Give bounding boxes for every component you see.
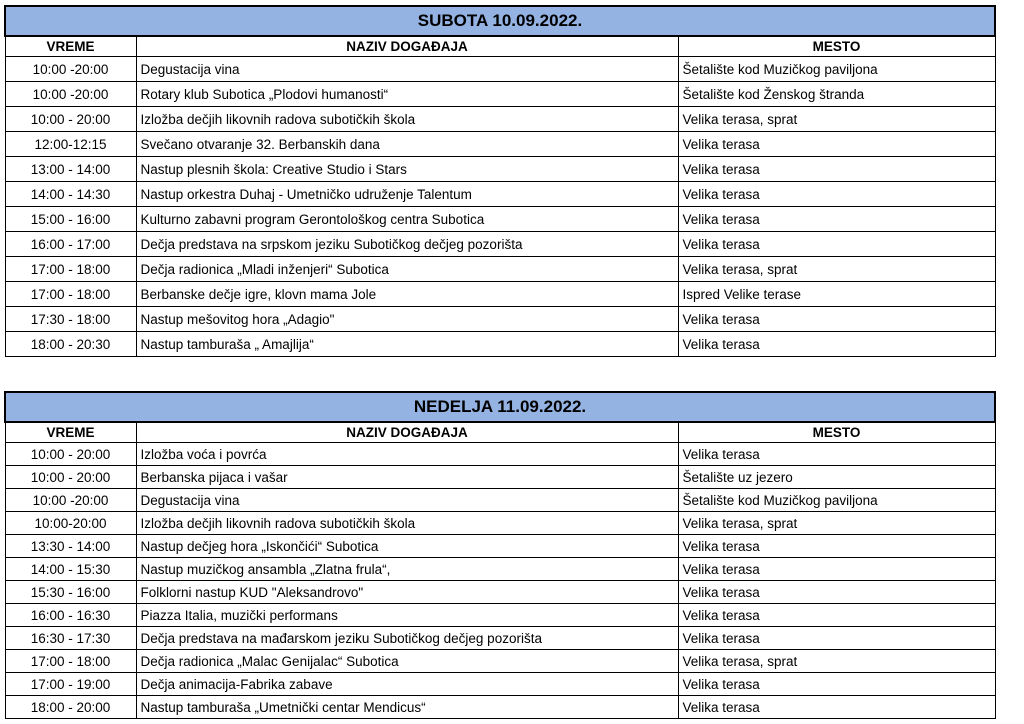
cell-time: 17:00 - 18:00: [5, 282, 136, 307]
cell-time: 18:00 - 20:00: [5, 696, 136, 719]
header-time: VREME: [5, 36, 136, 57]
cell-time: 10:00-20:00: [5, 512, 136, 535]
table-row: [5, 558, 995, 581]
cell-place: Velika terasa: [678, 207, 995, 232]
cell-time: 10:00 -20:00: [5, 57, 136, 82]
table-row: [5, 107, 995, 132]
cell-event: Degustacija vina: [136, 57, 678, 82]
day-title: SUBOTA 10.09.2022.: [5, 6, 995, 36]
day-title-row: [5, 392, 995, 422]
cell-time: 17:00 - 19:00: [5, 673, 136, 696]
saturday-rows: [5, 57, 995, 357]
cell-event: Kulturno zabavni program Gerontološkog centra Subotica: [136, 207, 678, 232]
cell-event: Nastup tamburaša „ Amajlija“: [136, 332, 678, 357]
table-row: [5, 627, 995, 650]
cell-event: Dečja predstava na srpskom jeziku Subotičkog dečjeg pozorišta: [136, 232, 678, 257]
cell-event: Folklorni nastup KUD "Aleksandrovo": [136, 581, 678, 604]
cell-time: 13:00 - 14:00: [5, 157, 136, 182]
cell-event: Svečano otvaranje 32. Berbanskih dana: [136, 132, 678, 157]
cell-time: 10:00 - 20:00: [5, 443, 136, 466]
cell-event: Piazza Italia, muzički performans: [136, 604, 678, 627]
cell-place: Velika terasa, sprat: [678, 650, 995, 673]
table-row: [5, 82, 995, 107]
cell-time: 10:00 - 20:00: [5, 107, 136, 132]
saturday-schedule-table: [4, 5, 996, 357]
cell-place: Šetalište kod Ženskog štranda: [678, 82, 995, 107]
table-row: [5, 282, 995, 307]
cell-event: Nastup muzičkog ansambla „Zlatna frula“,: [136, 558, 678, 581]
table-row: [5, 232, 995, 257]
table-row: [5, 132, 995, 157]
cell-event: Berbanska pijaca i vašar: [136, 466, 678, 489]
cell-time: 14:00 - 14:30: [5, 182, 136, 207]
cell-place: Velika terasa: [678, 696, 995, 719]
cell-time: 12:00-12:15: [5, 132, 136, 157]
cell-place: Velika terasa: [678, 673, 995, 696]
cell-event: Berbanske dečje igre, klovn mama Jole: [136, 282, 678, 307]
cell-place: Velika terasa, sprat: [678, 257, 995, 282]
cell-event: Dečja predstava na mađarskom jeziku Subotičkog dečjeg pozorišta: [136, 627, 678, 650]
cell-event: Nastup plesnih škola: Creative Studio i Stars: [136, 157, 678, 182]
cell-event: Nastup orkestra Duhaj - Umetničko udruženje Talentum: [136, 182, 678, 207]
cell-event: Nastup dečjeg hora „Iskončići“ Subotica: [136, 535, 678, 558]
cell-place: Šetalište kod Muzičkog paviljona: [678, 57, 995, 82]
table-row: [5, 604, 995, 627]
cell-event: Izložba voća i povrća: [136, 443, 678, 466]
cell-place: Velika terasa: [678, 332, 995, 357]
cell-time: 17:00 - 18:00: [5, 257, 136, 282]
cell-place: Velika terasa: [678, 132, 995, 157]
column-header-row: [5, 36, 995, 57]
table-row: [5, 207, 995, 232]
sunday-schedule-table: [4, 391, 996, 719]
header-event: NAZIV DOGAĐAJA: [136, 36, 678, 57]
cell-time: 10:00 -20:00: [5, 489, 136, 512]
table-row: [5, 443, 995, 466]
table-row: [5, 673, 995, 696]
table-row: [5, 650, 995, 673]
cell-time: 10:00 - 20:00: [5, 466, 136, 489]
cell-event: Degustacija vina: [136, 489, 678, 512]
table-row: [5, 182, 995, 207]
cell-place: Velika terasa: [678, 581, 995, 604]
cell-place: Ispred Velike terase: [678, 282, 995, 307]
day-title-row: [5, 6, 995, 36]
cell-place: Velika terasa: [678, 443, 995, 466]
cell-place: Velika terasa: [678, 558, 995, 581]
cell-time: 16:30 - 17:30: [5, 627, 136, 650]
cell-event: Izložba dečjih likovnih radova subotičkih škola: [136, 107, 678, 132]
cell-place: Velika terasa: [678, 535, 995, 558]
header-event: NAZIV DOGAĐAJA: [136, 422, 678, 443]
cell-place: Velika terasa: [678, 604, 995, 627]
column-header-row: [5, 422, 995, 443]
table-row: [5, 57, 995, 82]
cell-time: 13:30 - 14:00: [5, 535, 136, 558]
table-row: [5, 157, 995, 182]
cell-time: 15:30 - 16:00: [5, 581, 136, 604]
table-row: [5, 489, 995, 512]
cell-time: 17:00 - 18:00: [5, 650, 136, 673]
cell-event: Nastup tamburaša „Umetnički centar Mendicus“: [136, 696, 678, 719]
cell-event: Nastup mešovitog hora „Adagio": [136, 307, 678, 332]
cell-time: 10:00 -20:00: [5, 82, 136, 107]
header-place: MESTO: [678, 422, 995, 443]
cell-place: Velika terasa: [678, 182, 995, 207]
cell-event: Rotary klub Subotica „Plodovi humanosti“: [136, 82, 678, 107]
table-row: [5, 581, 995, 604]
header-time: VREME: [5, 422, 136, 443]
cell-event: Dečja radionica „Malac Genijalac“ Subotica: [136, 650, 678, 673]
table-row: [5, 696, 995, 719]
cell-time: 17:30 - 18:00: [5, 307, 136, 332]
cell-place: Šetalište uz jezero: [678, 466, 995, 489]
cell-place: Velika terasa: [678, 232, 995, 257]
cell-time: 15:00 - 16:00: [5, 207, 136, 232]
cell-event: Dečja radionica „Mladi inženjeri“ Subotica: [136, 257, 678, 282]
cell-event: Izložba dečjih likovnih radova subotičkih škola: [136, 512, 678, 535]
cell-time: 16:00 - 16:30: [5, 604, 136, 627]
cell-time: 14:00 - 15:30: [5, 558, 136, 581]
table-row: [5, 466, 995, 489]
cell-place: Velika terasa: [678, 157, 995, 182]
cell-place: Velika terasa: [678, 307, 995, 332]
table-row: [5, 535, 995, 558]
cell-event: Dečja animacija-Fabrika zabave: [136, 673, 678, 696]
cell-time: 16:00 - 17:00: [5, 232, 136, 257]
cell-place: Velika terasa, sprat: [678, 107, 995, 132]
cell-place: Velika terasa: [678, 627, 995, 650]
table-row: [5, 332, 995, 357]
header-place: MESTO: [678, 36, 995, 57]
table-row: [5, 512, 995, 535]
cell-time: 18:00 - 20:30: [5, 332, 136, 357]
cell-place: Šetalište kod Muzičkog paviljona: [678, 489, 995, 512]
table-row: [5, 307, 995, 332]
day-title: NEDELJA 11.09.2022.: [5, 392, 995, 422]
sunday-rows: [5, 443, 995, 719]
table-row: [5, 257, 995, 282]
cell-place: Velika terasa, sprat: [678, 512, 995, 535]
